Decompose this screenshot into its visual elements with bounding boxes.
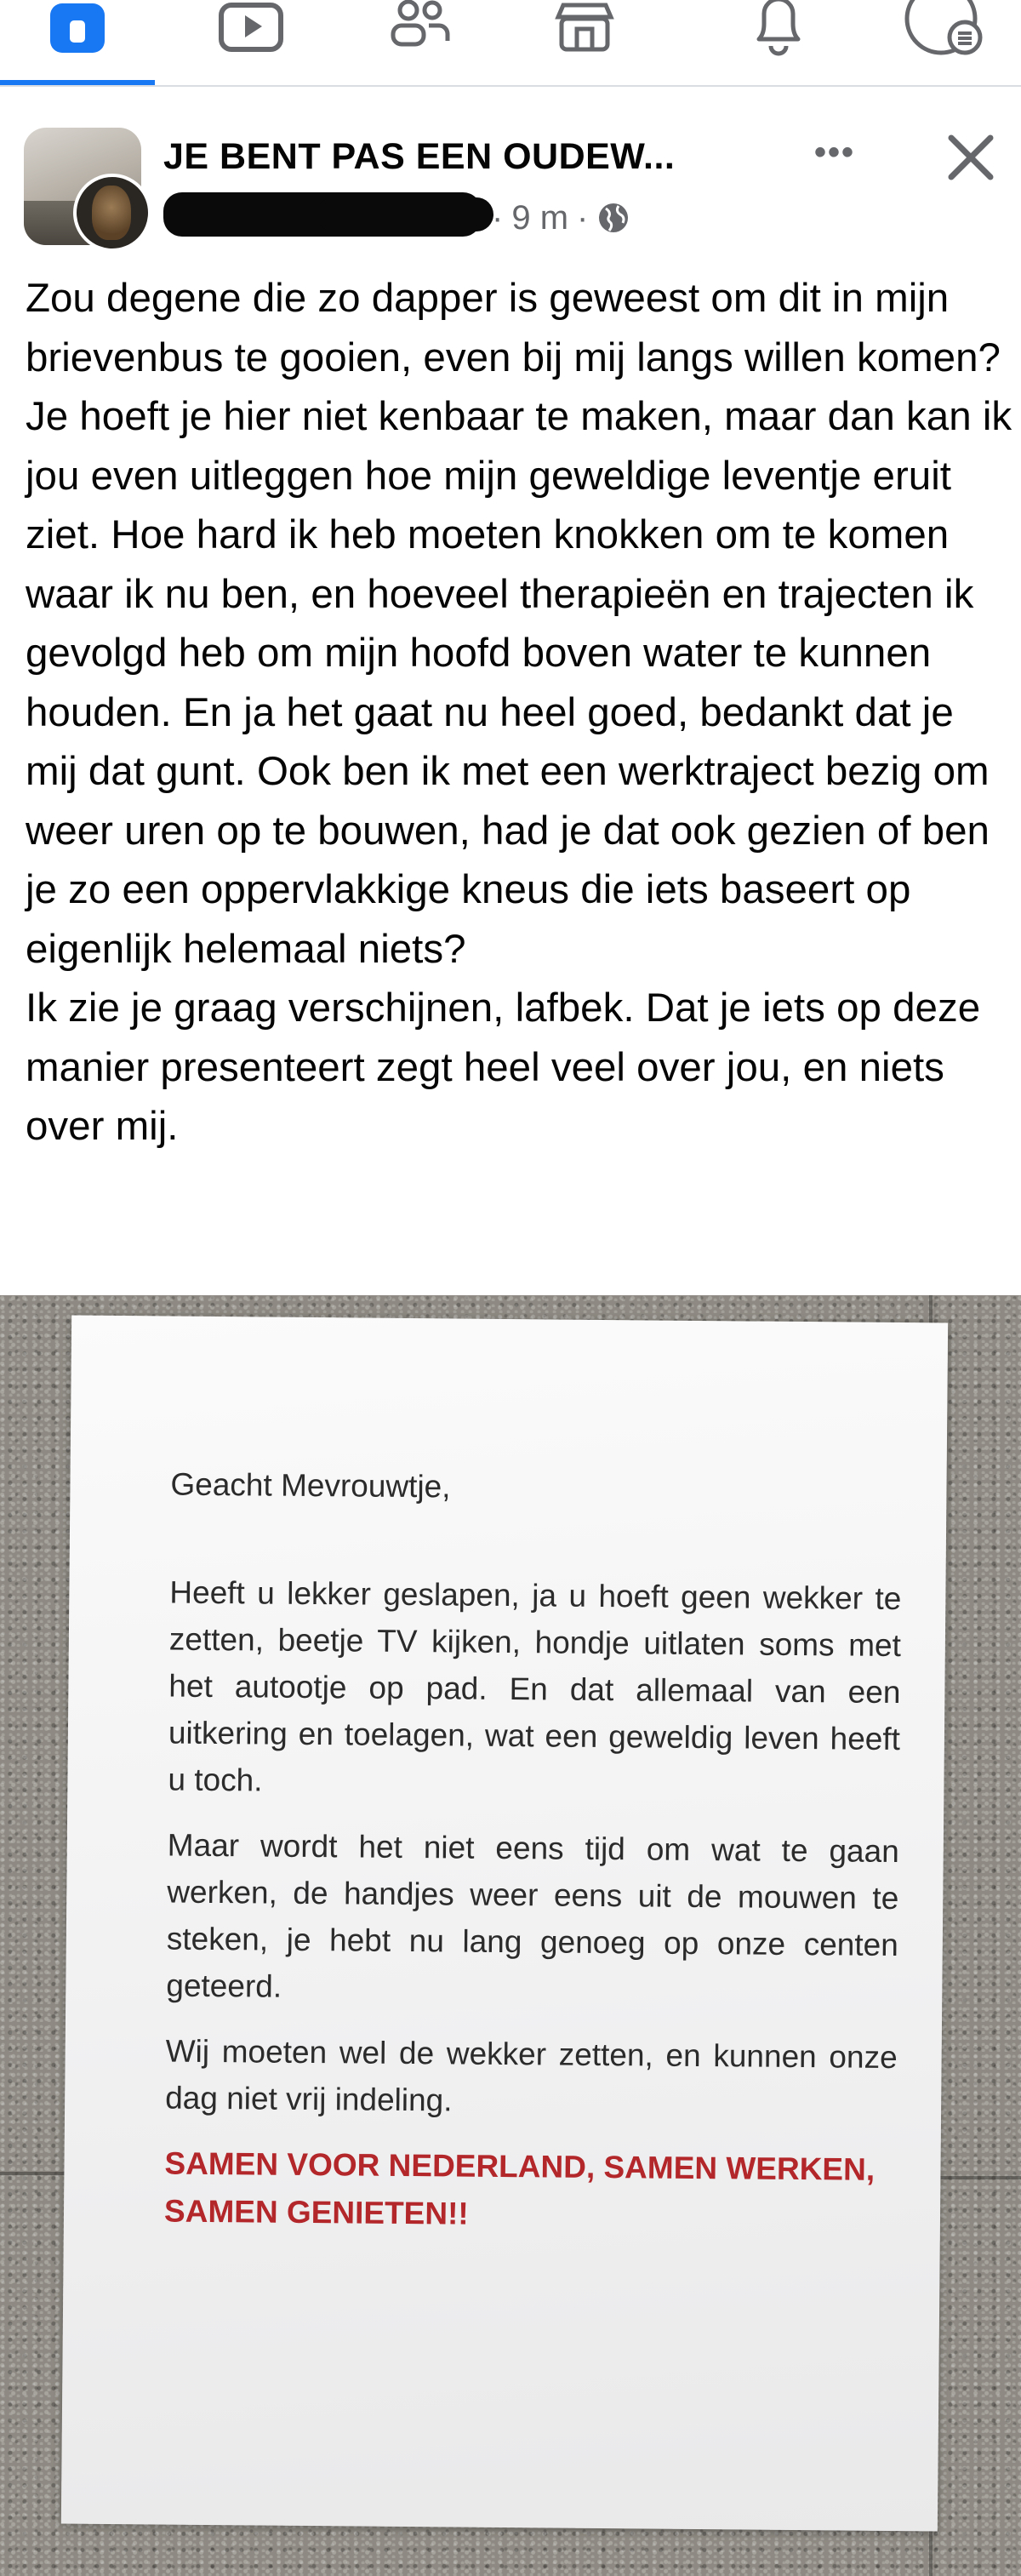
redacted-author-name-overlay <box>317 197 493 231</box>
pavement-seam <box>0 2172 68 2175</box>
bell-icon <box>740 0 817 58</box>
nav-watch-tab[interactable] <box>187 0 315 82</box>
close-button[interactable] <box>943 129 999 186</box>
letter-paragraph: Maar wordt het niet eens tijd om wat te gaan werken, de handjes weer eens uit de mouwen te steken, je hebt nu lang genoeg op onze centen geteerd. <box>166 1827 899 2004</box>
letter-paragraph: Heeft u lekker geslapen, ja u hoeft geen wekker te zetten, beetje TV kijken, hondje uitlaten soms met het autootje op pad. En dat allemaal van een uitkering en toelagen, wat een geweldig leven heeft u toch. <box>168 1574 902 1798</box>
letter-salutation: Geacht Mevrouwtje, <box>170 1466 451 1505</box>
author-avatar[interactable] <box>73 174 151 252</box>
more-options-button[interactable]: ••• <box>813 134 855 171</box>
close-icon <box>943 129 999 186</box>
post-time[interactable]: 9 m <box>511 198 569 237</box>
letter-paragraph: Wij moeten wel de wekker zetten, en kunnen onze dag niet vrij indeling. <box>165 2033 898 2118</box>
post-body-text <box>26 269 1012 1157</box>
letter-text <box>164 1461 903 2260</box>
group-name[interactable]: JE BENT PAS EEN OUDEW... <box>163 136 676 177</box>
letter-slogan: SAMEN VOOR NEDERLAND, SAMEN WERKEN, SAMEN GENIETEN!! <box>163 2145 876 2231</box>
post-paragraph: Zou degene die zo dapper is geweest om dit in mijn brievenbus te gooien, even bij mij langs willen komen? Je hoeft je hier niet kenbaar te maken, maar dan kan ik jou even uitleggen hoe mijn geweldige leventje eruit ziet. Hoe hard ik heb moeten knokken om te komen waar ik nu ben, en hoeveel therapieën en trajecten ik gevolgd heb om mijn hoofd boven water te kunnen houden. En ja het gaat nu heel goed, bedankt dat je mij dat gunt. Ook ben ik met een werktraject bezig om weer uren op te bouwen, had je dat ook gezien of ben je zo een oppervlakkige kneus die iets baseert op eigenlijk helemaal niets? <box>26 276 1012 972</box>
nav-friends-tab[interactable] <box>356 0 483 82</box>
globe-icon[interactable] <box>596 201 630 235</box>
watch-video-icon <box>213 0 289 58</box>
profile-menu-icon <box>893 0 987 58</box>
meta-separator: · <box>492 198 504 237</box>
marketplace-store-icon <box>546 0 623 58</box>
meta-separator: · <box>577 198 589 237</box>
nav-menu-tab[interactable] <box>876 0 1004 82</box>
friends-icon <box>381 0 458 58</box>
letter-paper <box>61 1316 948 2532</box>
top-navigation-bar <box>0 0 1021 87</box>
author-avatar-photo <box>92 186 131 240</box>
active-tab-indicator <box>0 80 155 85</box>
post-paragraph: Ik zie je graag verschijnen, lafbek. Dat je iets op deze manier presenteert zegt heel veel over jou, en niets over mij. <box>26 985 981 1149</box>
nav-marketplace-tab[interactable] <box>521 0 648 82</box>
nav-home-tab[interactable] <box>14 0 141 82</box>
attached-photo[interactable] <box>0 1295 1021 2576</box>
home-icon <box>43 0 111 58</box>
post-meta <box>492 194 630 242</box>
nav-notifications-tab[interactable] <box>715 0 842 82</box>
